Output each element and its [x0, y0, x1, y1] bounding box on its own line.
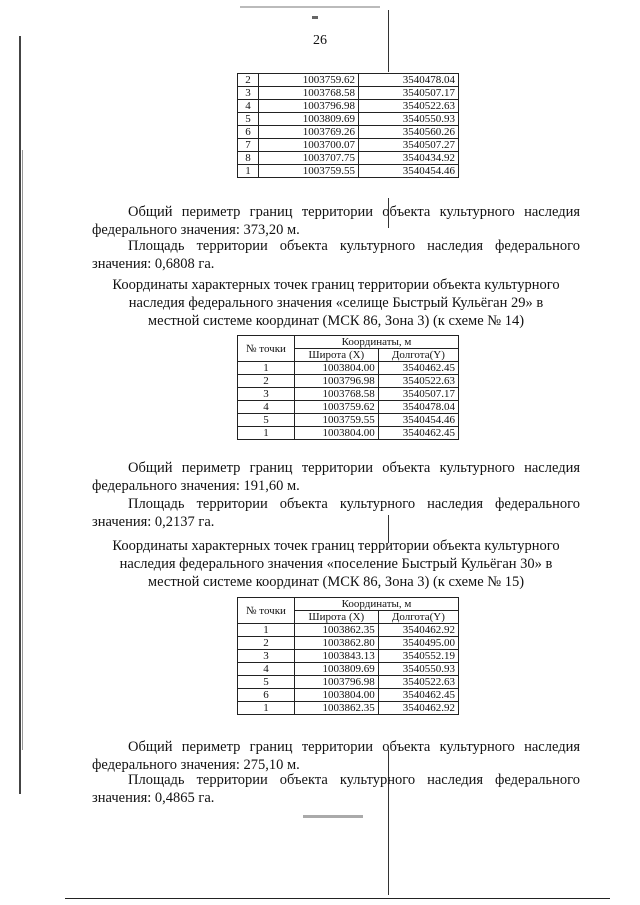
longitude-cell: 3540522.63 [359, 100, 459, 113]
scan-noise-top [240, 6, 380, 8]
heading-line: местной системе координат (МСК 86, Зона 3) (к схеме № 15) [147, 574, 525, 590]
scan-left-margin-line [22, 150, 23, 750]
longitude-cell: 3540507.27 [359, 139, 459, 152]
latitude-cell: 1003809.69 [259, 113, 359, 126]
table-row [238, 676, 459, 689]
section-heading-15 [92, 537, 580, 591]
point-number-cell: 4 [238, 401, 295, 414]
area-paragraph-2: Площадь территории объекта культурного наследия федерального значения: 0,2137 га. [92, 496, 580, 530]
table-row [238, 100, 459, 113]
table-row [238, 165, 459, 178]
point-number-cell: 1 [238, 427, 295, 440]
latitude-cell: 1003769.26 [259, 126, 359, 139]
scan-bottom-line [65, 898, 610, 899]
table-row [238, 427, 459, 440]
scan-left-margin-bar [19, 36, 21, 794]
latitude-cell: 1003700.07 [259, 139, 359, 152]
longitude-cell: 3540560.26 [359, 126, 459, 139]
col-header-point: № точки [238, 336, 295, 362]
table-row [238, 74, 459, 87]
longitude-cell: 3540462.45 [378, 689, 458, 702]
table-row [238, 650, 459, 663]
heading-line: наследия федерального значения «поселение Быстрый Кульёган 30» в [119, 556, 553, 572]
heading-line: местной системе координат (МСК 86, Зона 3) (к схеме № 14) [147, 313, 525, 329]
area-paragraph-3: Площадь территории объекта культурного наследия федерального значения: 0,4865 га. [92, 772, 580, 806]
col-header-coords: Координаты, м [295, 598, 459, 611]
latitude-cell: 1003759.55 [259, 165, 359, 178]
col-header-lat: Широта (X) [295, 611, 379, 624]
table-row [238, 139, 459, 152]
point-number-cell: 5 [238, 113, 259, 126]
point-number-cell: 5 [238, 414, 295, 427]
longitude-cell: 3540462.92 [378, 702, 458, 715]
point-number-cell: 4 [238, 663, 295, 676]
table-row [238, 637, 459, 650]
perimeter-paragraph-3: Общий периметр границ территории объекта культурного наследия федерального значения: 275,10 м. [92, 739, 580, 773]
point-number-cell: 8 [238, 152, 259, 165]
point-number-cell: 1 [238, 624, 295, 637]
point-number-cell: 1 [238, 165, 259, 178]
area-paragraph-1: Площадь территории объекта культурного наследия федерального значения: 0,6808 га. [92, 238, 580, 272]
table-row [238, 414, 459, 427]
latitude-cell: 1003804.00 [295, 427, 379, 440]
point-number-cell: 3 [238, 650, 295, 663]
perimeter-paragraph-2: Общий периметр границ территории объекта культурного наследия федерального значения: 191,60 м. [92, 460, 580, 494]
point-number-cell: 6 [238, 126, 259, 139]
heading-line: наследия федерального значения «селище Быстрый Кульёган 29» в [128, 295, 544, 311]
latitude-cell: 1003804.00 [295, 362, 379, 375]
longitude-cell: 3540434.92 [359, 152, 459, 165]
col-header-lat: Широта (X) [295, 349, 379, 362]
longitude-cell: 3540495.00 [378, 637, 458, 650]
longitude-cell: 3540552.19 [378, 650, 458, 663]
coordinates-table-14 [237, 335, 459, 440]
table-row [238, 401, 459, 414]
latitude-cell: 1003862.35 [295, 702, 379, 715]
point-number-cell: 5 [238, 676, 295, 689]
table-row [238, 689, 459, 702]
col-header-point: № точки [238, 598, 295, 624]
section-heading-14 [92, 276, 580, 330]
latitude-cell: 1003759.62 [295, 401, 379, 414]
perimeter-paragraph-1: Общий периметр границ территории объекта культурного наследия федерального значения: 373,20 м. [92, 204, 580, 238]
longitude-cell: 3540478.04 [378, 401, 458, 414]
latitude-cell: 1003862.35 [295, 624, 379, 637]
table-row [238, 362, 459, 375]
latitude-cell: 1003796.98 [295, 375, 379, 388]
longitude-cell: 3540522.63 [378, 676, 458, 689]
point-number-cell: 2 [238, 375, 295, 388]
table-row [238, 87, 459, 100]
coordinates-table-15 [237, 597, 459, 715]
coordinates-table-continued [237, 73, 459, 178]
latitude-cell: 1003768.58 [259, 87, 359, 100]
longitude-cell: 3540550.93 [378, 663, 458, 676]
longitude-cell: 3540507.17 [359, 87, 459, 100]
latitude-cell: 1003843.13 [295, 650, 379, 663]
longitude-cell: 3540550.93 [359, 113, 459, 126]
page-number: 26 [313, 33, 327, 48]
latitude-cell: 1003809.69 [295, 663, 379, 676]
point-number-cell: 3 [238, 388, 295, 401]
longitude-cell: 3540522.63 [378, 375, 458, 388]
point-number-cell: 4 [238, 100, 259, 113]
heading-line: Координаты характерных точек границ территории объекта культурного [112, 277, 560, 293]
longitude-cell: 3540507.17 [378, 388, 458, 401]
point-number-cell: 1 [238, 362, 295, 375]
latitude-cell: 1003759.62 [259, 74, 359, 87]
latitude-cell: 1003796.98 [259, 100, 359, 113]
col-header-coords: Координаты, м [295, 336, 459, 349]
heading-line: Координаты характерных точек границ территории объекта культурного [112, 538, 560, 554]
latitude-cell: 1003759.55 [295, 414, 379, 427]
point-number-cell: 7 [238, 139, 259, 152]
point-number-cell: 2 [238, 637, 295, 650]
table-row [238, 375, 459, 388]
latitude-cell: 1003862.80 [295, 637, 379, 650]
latitude-cell: 1003768.58 [295, 388, 379, 401]
longitude-cell: 3540478.04 [359, 74, 459, 87]
table-row [238, 624, 459, 637]
longitude-cell: 3540454.46 [378, 414, 458, 427]
longitude-cell: 3540454.46 [359, 165, 459, 178]
table-row [238, 126, 459, 139]
longitude-cell: 3540462.45 [378, 362, 458, 375]
latitude-cell: 1003796.98 [295, 676, 379, 689]
scan-noise-bottom [303, 815, 363, 818]
table-row [238, 113, 459, 126]
longitude-cell: 3540462.92 [378, 624, 458, 637]
longitude-cell: 3540462.45 [378, 427, 458, 440]
latitude-cell: 1003707.75 [259, 152, 359, 165]
point-number-cell: 3 [238, 87, 259, 100]
scan-noise-dot [312, 16, 318, 19]
col-header-lon: Долгота(Y) [378, 611, 458, 624]
col-header-lon: Долгота(Y) [378, 349, 458, 362]
point-number-cell: 1 [238, 702, 295, 715]
table-row [238, 388, 459, 401]
point-number-cell: 2 [238, 74, 259, 87]
point-number-cell: 6 [238, 689, 295, 702]
table-row [238, 663, 459, 676]
table-row [238, 702, 459, 715]
latitude-cell: 1003804.00 [295, 689, 379, 702]
table-row [238, 152, 459, 165]
